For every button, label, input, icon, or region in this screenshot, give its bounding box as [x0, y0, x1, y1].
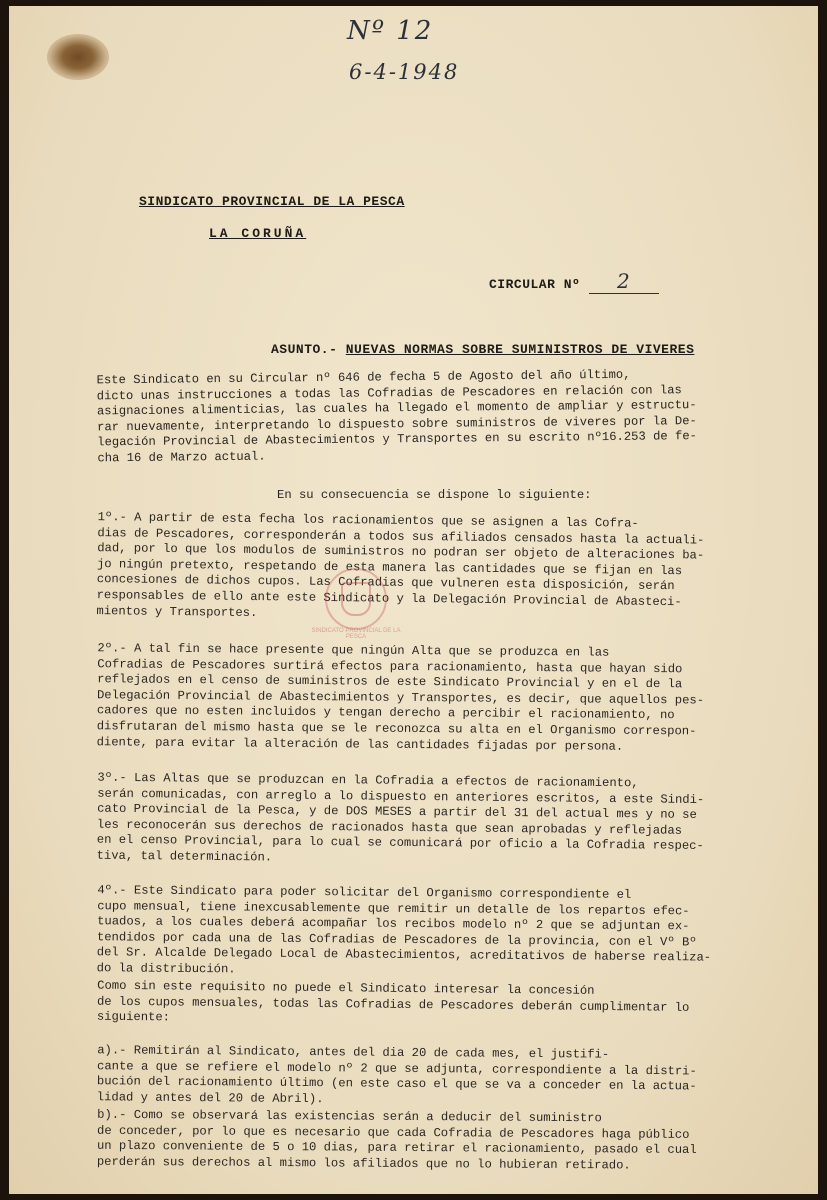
circular-label: CIRCULAR Nº: [489, 277, 581, 292]
requirement-paragraph: Como sin este requisito no puede el Sindicato interesar la concesión de los cupos mensuales, todas las Cofradias de Pescadores deberán cumplimentar lo siguiente:: [96, 978, 690, 1025]
organization-heading: SINDICATO PROVINCIAL DE LA PESCA: [139, 194, 405, 209]
consequence-line: En su consecuencia se dispone lo siguiente:: [277, 488, 592, 502]
intro-paragraph: Este Sindicato en su Circular nº 646 de fecha 5 de Agosto del año último, dicto unas instrucciones a todas las Cofradias de Pescadores en relación con las asignaciones alimenticias, las cuales ha llegado el momento de ampliar y estructu- rar nuevamente, interpretando lo dispuesto sobre suministros de viveres por la De- legación Provincial de Abastecimientos y Transportes en su escrito nº16.253 de fe- cha 16 de Marzo actual.: [96, 367, 698, 466]
item-3-paragraph: 3º.- Las Altas que se produzcan en la Cofradia a efectos de racionamiento, serán comunicadas, con arreglo a lo dispuesto en anteriores escritos, a este Sindi- cato Provincial de la Pesca, y de DOS MESES a partir del 31 del actual mes y no se les reconocerán sus derechos de racionados hasta que sean aprobadas y reflejadas en el censo Provincial, para lo cual se comunicará por oficio a la Cofradia respec- tiva, tal determinación.: [96, 770, 705, 865]
seal-text: SINDICATO PROVINCIAL DE LA PESCA: [311, 628, 401, 640]
circular-heading: [489, 269, 659, 294]
handwritten-date: 6-4-1948: [349, 60, 460, 84]
item-b-paragraph: b).- Como se observará las existencias serán a deducir del suministro de conceder, por lo que es necesario que cada Cofradia de Pescadores haga público un plazo conveniente de 5 o 10 dias, para retirar el racionamiento, pasado el cual perderán sus derechos al mismo los afiliados que no lo hubieran retirado.: [96, 1107, 697, 1173]
document-page: [9, 6, 818, 1194]
circular-number: 2: [589, 269, 659, 294]
subject-label: ASUNTO.-: [271, 342, 338, 357]
item-2-paragraph: 2º.- A tal fin se hace presente que ningún Alta que se produzca en las Cofradias de Pescadores surtirá efectos para racionamiento, hasta que hayan sido reflejados en el censo de suministros de este Sindicato Provincial y en el de la Delegación Provincial de Abastecimientos y Transportes, es decir, que aquellos pes- cadores que no esten incluidos y tengan derecho a percibir el racionamiento, no disfrutaran del mismo hasta que se le reconozca su alta en el Organismo correspon- diente, para evitar la alteración de las cantidades fijadas por persona.: [96, 641, 705, 754]
paper-stain: [47, 34, 109, 80]
item-a-paragraph: a).- Remitirán al Sindicato, antes del dia 20 de cada mes, el justifi- cante a que se refiere el modelo nº 2 que se adjunta, correspondiente a la distri- bución del racionamiento último (en este caso el que se va a conceder en la actua- lidad y antes del 20 de Abril).: [96, 1043, 697, 1106]
subject-line: [271, 342, 694, 357]
stamp-seal: [311, 568, 401, 640]
item-1-paragraph: 1º.- A partir de esta fecha los racionamientos que se asignen a las Cofra- dias de Pescadores, corresponderán a todos sus afiliados censados hasta la actuali- dad, por lo que los modulos de suministros no podran ser objeto de alteraciones ba- jo ningún pretexto, respetando de esta manera las cantidades que se fijan en las concesiones de dichos cupos. Las Cofradias que vulneren esta disposición, serán responsables de ello ante este Sindicato y la Delegación Provincial de Abasteci- mientos y Transportes.: [96, 510, 705, 620]
city-heading: LA CORUÑA: [209, 226, 307, 241]
subject-text: NUEVAS NORMAS SOBRE SUMINISTROS DE VIVERES: [345, 342, 695, 357]
seal-emblem: [341, 582, 371, 616]
handwritten-number: Nº 12: [347, 16, 434, 46]
item-4-paragraph: 4º.- Este Sindicato para poder solicitar del Organismo correspondiente el cupo mensual, tiene inexcusablemente que remitir un detalle de los repartos efec- tuados, a los cuales deberá acompañar los recibos modelo nº 2 que se adjuntan ex- tendidos por cada una de las Cofradias de Pescadores de la provincia, con el Vº Bº del Sr. Alcalde Delegado Local de Abastecimientos, acreditativos de haberse realiza- do la distribución.: [96, 883, 712, 977]
